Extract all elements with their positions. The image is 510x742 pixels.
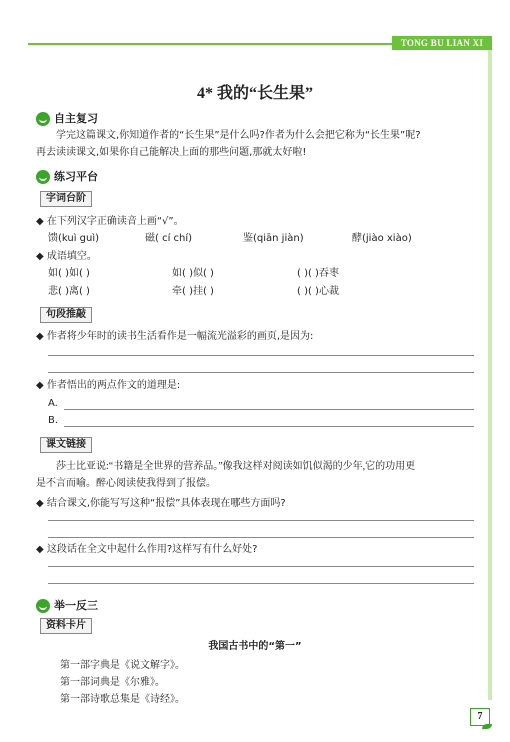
answer-line-a[interactable] (64, 409, 474, 410)
card-line: 第一部字典是《说文解字》。 (60, 660, 185, 671)
answer-line[interactable] (48, 355, 474, 356)
page-number: 7 (470, 708, 490, 726)
box-word-steps: 字词台阶 (40, 191, 92, 207)
smiley-icon (36, 112, 50, 126)
intro-line-1: 学完这篇课文,你知道作者的“长生果”是什么吗?作者为什么会把它称为“长生果”呢? (56, 130, 421, 141)
answer-line[interactable] (48, 583, 474, 584)
section-self-review (36, 110, 98, 126)
box-info-card: 资料卡片 (40, 618, 92, 634)
box-sentence-study: 句段推敲 (40, 307, 92, 323)
side-bar (488, 50, 492, 700)
pinyin-item[interactable]: 酵(jiào xiào) (352, 233, 412, 244)
answer-line-b[interactable] (64, 426, 474, 427)
question-idiom: ◆ 成语填空。 (36, 251, 97, 262)
idiom-blank[interactable]: 悲( )离( ) (48, 286, 90, 297)
section-apply (36, 597, 98, 613)
section-label: 练习平台 (54, 170, 98, 183)
leaf-icon (482, 724, 492, 729)
answer-b-label: B. (48, 415, 59, 426)
answer-line[interactable] (48, 566, 474, 567)
question-reason: ◆ 作者将少年时的读书生活看作是一幅流光溢彩的画页,是因为: (36, 331, 314, 342)
smiley-icon (36, 170, 50, 184)
idiom-blank[interactable]: ( )( )心裁 (297, 286, 339, 297)
idiom-blank[interactable]: 牵( )挂( ) (172, 286, 214, 297)
page-title: 4* 我的“长生果” (196, 85, 313, 102)
answer-a-label: A. (48, 398, 58, 409)
card-line: 第一部词典是《尔雅》。 (60, 677, 165, 688)
pinyin-item[interactable]: 鉴(qiān jiàn) (243, 233, 304, 244)
idiom-blank[interactable]: ( )( )吞枣 (297, 268, 339, 279)
answer-line[interactable] (48, 537, 474, 538)
card-line: 第一部诗歌总集是《诗经》。 (60, 694, 185, 705)
pinyin-item[interactable]: 磁( cí chí) (145, 233, 193, 244)
section-label: 自主复习 (54, 112, 98, 125)
question-lessons: ◆ 作者悟出的两点作文的道理是: (36, 380, 181, 391)
section-practice (36, 168, 98, 184)
header-tag: TONG BU LIAN XI (392, 36, 492, 50)
card-title: 我国古书中的“第一” (208, 641, 302, 652)
section-label: 举一反三 (54, 599, 98, 612)
answer-line[interactable] (48, 372, 474, 373)
intro-line-2: 再去读读课文,如果你自己能解决上面的那些问题,那就太好啦! (36, 147, 307, 158)
pinyin-item[interactable]: 馈(kuì guì) (48, 233, 100, 244)
idiom-blank[interactable]: 如( )似( ) (172, 268, 214, 279)
quote-line-1: 莎士比亚说:“书籍是全世界的营养品。”像我这样对阅读如饥似渴的少年,它的功用更 (56, 461, 416, 472)
question-reward: ◆ 结合课文,你能写写这种“报偿”具体表现在哪些方面吗? (36, 498, 286, 509)
box-text-link: 课文链接 (40, 437, 92, 453)
smiley-icon (36, 599, 50, 613)
question-function: ◆ 这段话在全文中起什么作用?这样写有什么好处? (36, 544, 258, 555)
question-pinyin: ◆ 在下列汉字正确读音上画“√”。 (36, 216, 184, 227)
quote-line-2: 是不言而喻。醉心阅读使我得到了报偿。 (36, 478, 216, 489)
answer-line[interactable] (48, 520, 474, 521)
idiom-blank[interactable]: 如( )如( ) (48, 268, 90, 279)
